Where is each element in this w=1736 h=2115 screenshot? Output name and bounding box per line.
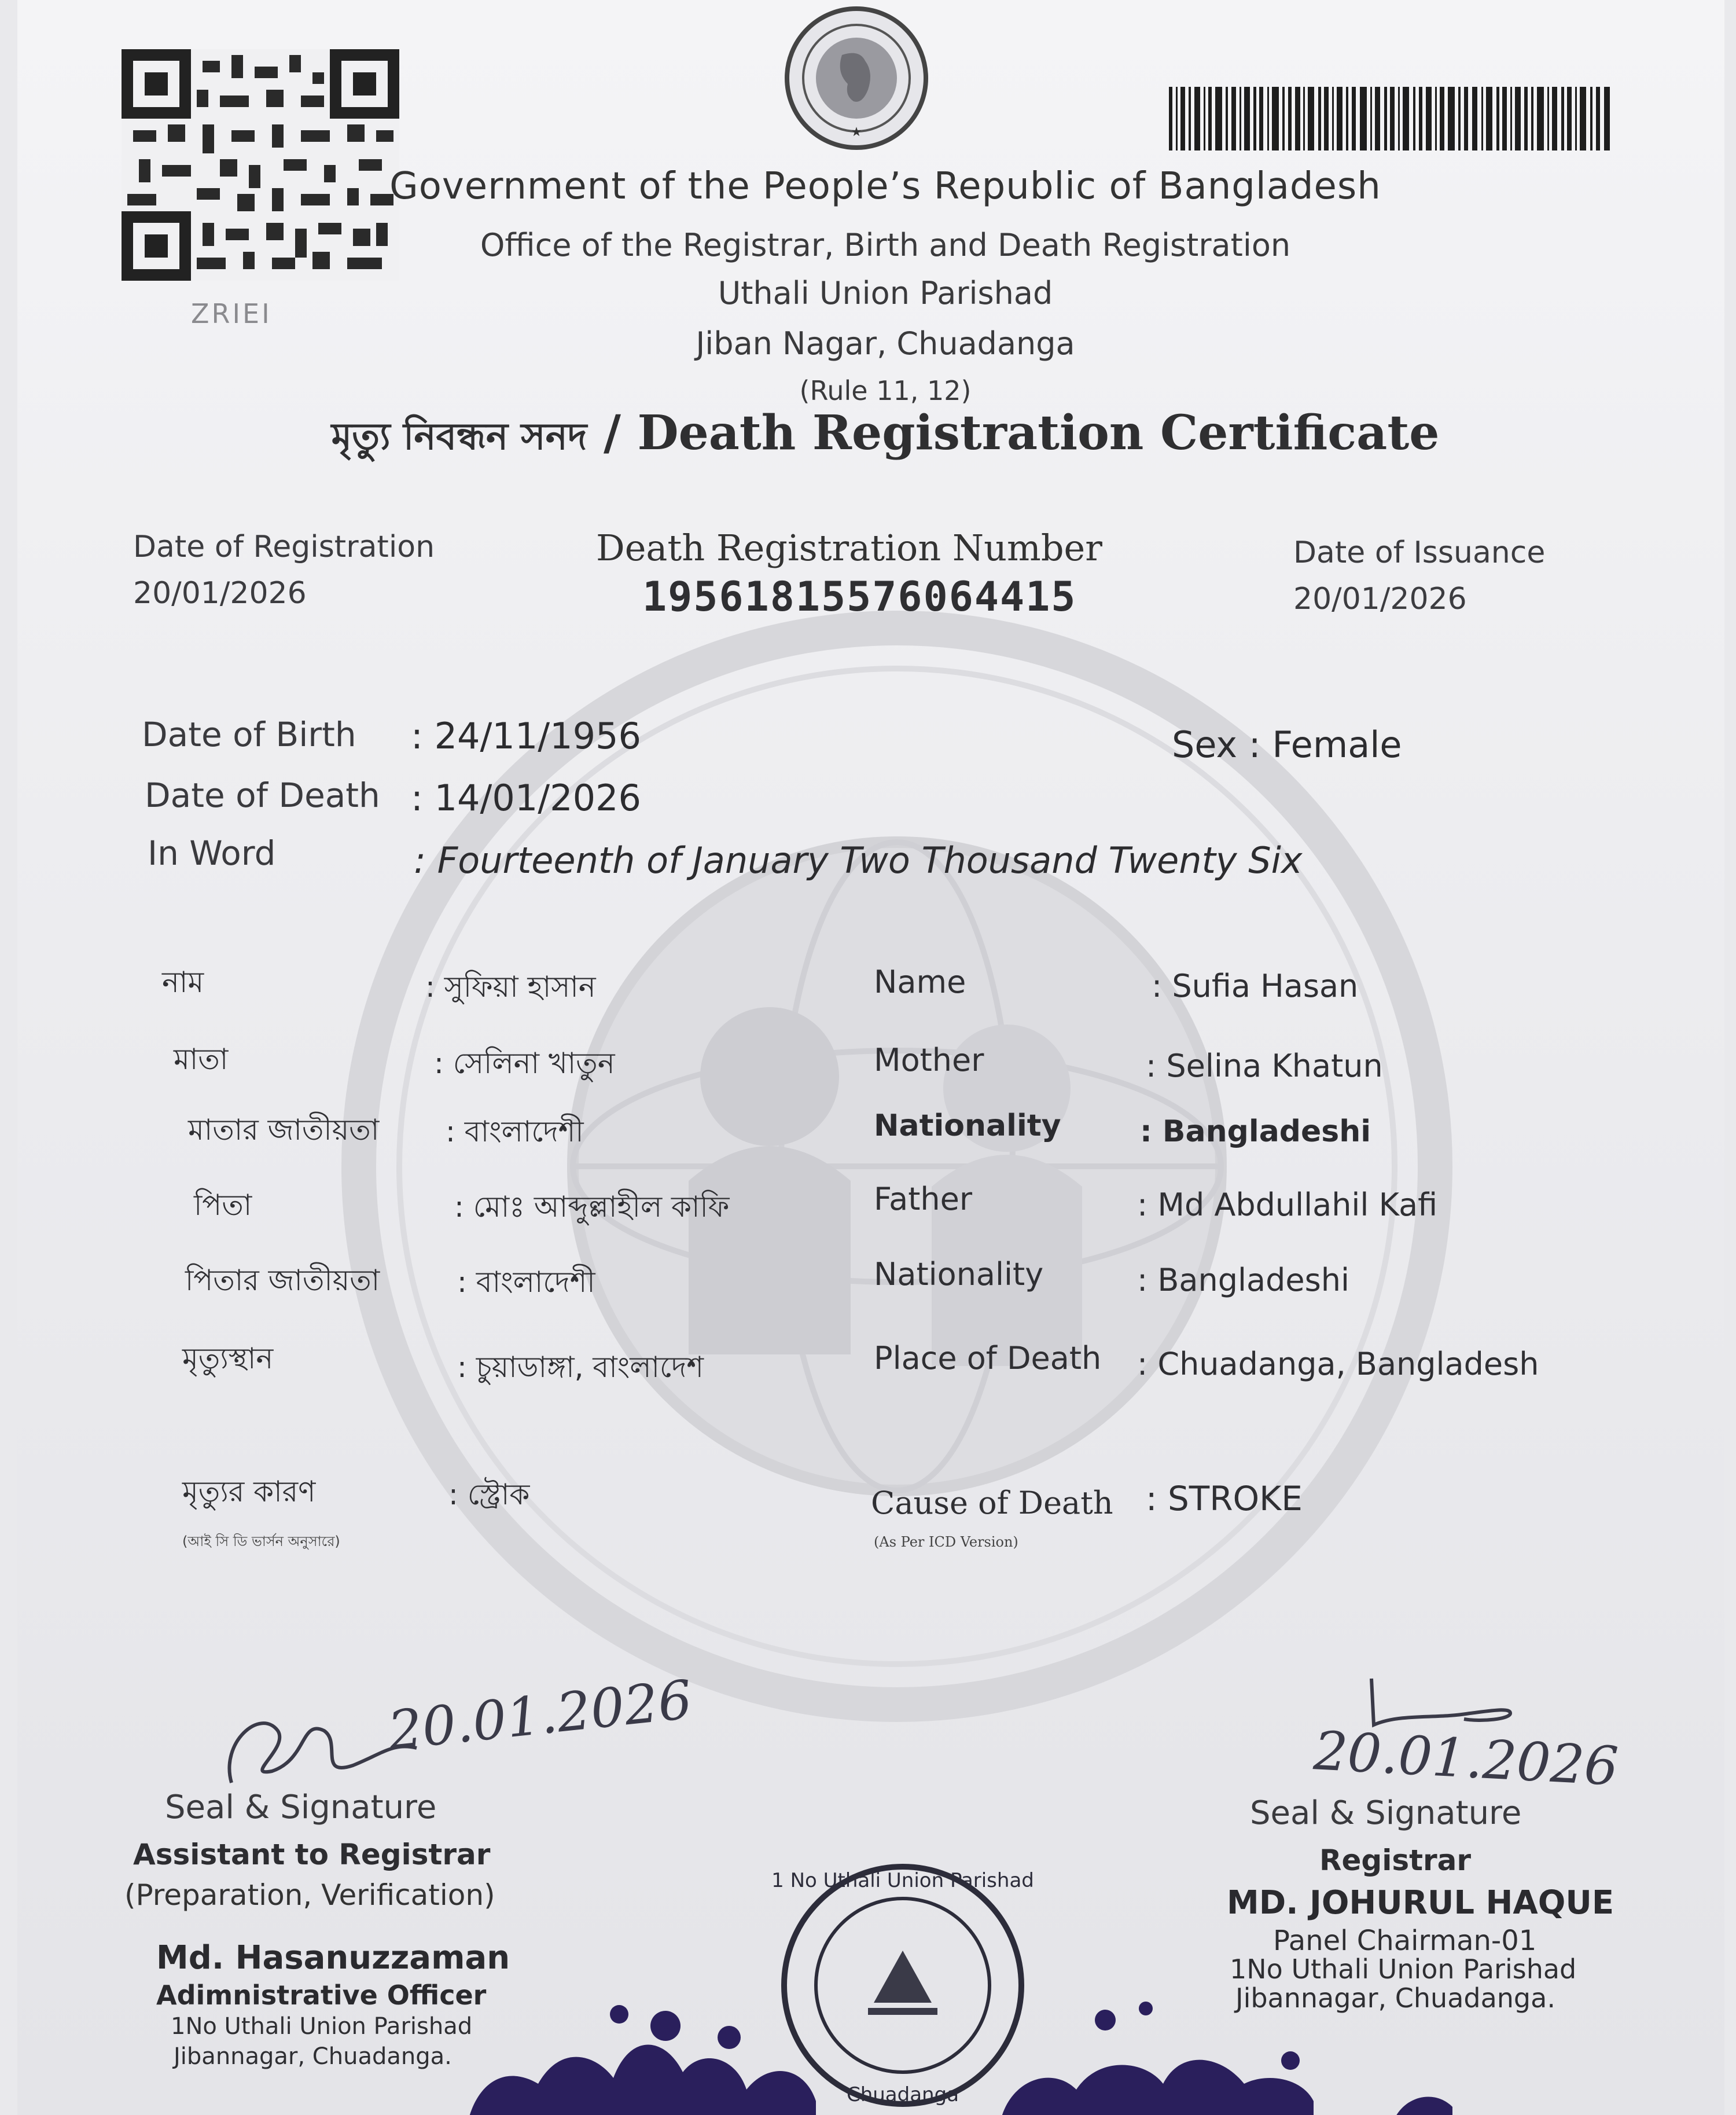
- mother-nationality-bn-label: মাতার জাতীয়তা: [188, 1113, 380, 1147]
- right-officer-name: MD. JOHURUL HAQUE: [1227, 1884, 1614, 1922]
- cause-of-death-bn-value: : স্ট্রোক: [448, 1478, 530, 1511]
- right-officer-place: Jibannagar, Chuadanga.: [1235, 1982, 1555, 2014]
- mother-nationality-en-value: : Bangladeshi: [1140, 1114, 1371, 1149]
- right-handwritten-date: 20.01.2026: [1312, 1720, 1620, 1798]
- left-officer-org: 1No Uthali Union Parishad: [171, 2013, 473, 2040]
- left-officer-place: Jibannagar, Chuadanga.: [174, 2043, 452, 2070]
- left-officer-name: Md. Hasanuzzaman: [156, 1939, 510, 1977]
- cause-of-death-bn-label: মৃত্যুর কারণ: [182, 1475, 316, 1508]
- title-separator: /: [587, 405, 638, 461]
- cause-of-death-en-value: : STROKE: [1146, 1479, 1303, 1518]
- registration-number-value: 19561815576064415: [642, 573, 1077, 620]
- union-parishad-seal-icon: [770, 1852, 1036, 2115]
- death-date-label: Date of Death: [145, 776, 380, 815]
- cause-of-death-en-label: Cause of Death: [871, 1485, 1113, 1521]
- right-seal-label: Seal & Signature: [1250, 1794, 1522, 1832]
- sex-value: Sex : Female: [1172, 724, 1402, 766]
- place-of-death-en-label: Place of Death: [874, 1340, 1102, 1376]
- father-en-value: : Md Abdullahil Kafi: [1137, 1187, 1438, 1223]
- name-en-value: : Sufia Hasan: [1152, 968, 1359, 1004]
- qr-caption: ZRIEI: [191, 298, 272, 329]
- mother-en-value: : Selina Khatun: [1146, 1048, 1383, 1084]
- certificate-sheet: [17, 0, 1724, 2115]
- seal-text: 1 No Uthali Union Parishad: [771, 1869, 1034, 1892]
- father-nationality-bn-value: : বাংলাদেশী: [457, 1265, 595, 1299]
- mother-bn-value: : সেলিনা খাতুন: [434, 1047, 615, 1080]
- right-role: Registrar: [1319, 1844, 1472, 1877]
- father-bn-label: পিতা: [194, 1188, 252, 1222]
- left-officer-title: Adimnistrative Officer: [156, 1980, 487, 2011]
- svg-text:★: ★: [851, 125, 862, 139]
- barcode-icon: [1169, 87, 1614, 150]
- title-bangla: মৃত্যু নিবন্ধন সনদ: [331, 416, 587, 458]
- in-word-value: : Fourteenth of January Two Thousand Twenty Six: [414, 839, 1303, 882]
- government-heading: Government of the People’s Republic of Bangladesh: [389, 165, 1381, 208]
- registration-date-label: Date of Registration: [133, 530, 435, 564]
- birth-date-label: Date of Birth: [142, 715, 356, 754]
- issuance-date-label: Date of Issuance: [1293, 535, 1546, 570]
- cause-note-en: (As Per ICD Version): [874, 1534, 1018, 1550]
- in-word-label: In Word: [148, 833, 276, 873]
- mother-nationality-bn-value: : বাংলাদেশী: [446, 1115, 584, 1148]
- name-bn-value: : সুফিয়া হাসান: [425, 970, 596, 1004]
- watermark-emblem: [318, 602, 1476, 1731]
- cause-note-bn: (আই সি ডি ভার্সন অনুসারে): [182, 1533, 340, 1549]
- mother-bn-label: মাতা: [174, 1042, 229, 1076]
- registration-number-label: Death Registration Number: [596, 527, 1102, 569]
- place-of-death-bn-label: মৃত্যুস্থান: [182, 1342, 274, 1375]
- union-heading: Uthali Union Parishad: [718, 275, 1053, 311]
- father-nationality-en-value: : Bangladeshi: [1137, 1262, 1349, 1298]
- issuance-date-value: 20/01/2026: [1293, 582, 1467, 616]
- place-of-death-en-value: : Chuadanga, Bangladesh: [1137, 1346, 1539, 1382]
- father-nationality-bn-label: পিতার জাতীয়তা: [185, 1264, 380, 1297]
- seal-place: Chuadanga: [846, 2083, 959, 2106]
- location-heading: Jiban Nagar, Chuadanga: [696, 325, 1075, 362]
- birth-date-value: : 24/11/1956: [411, 715, 641, 757]
- left-role-note: (Preparation, Verification): [124, 1878, 495, 1912]
- father-en-label: Father: [874, 1181, 973, 1217]
- left-role: Assistant to Registrar: [133, 1838, 491, 1871]
- father-bn-value: : মোঃ আব্দুল্লাহীল কাফি: [454, 1190, 730, 1224]
- mother-en-label: Mother: [874, 1042, 984, 1078]
- left-handwritten-date: 20.01.2026: [385, 1668, 695, 1762]
- father-nationality-en-label: Nationality: [874, 1256, 1044, 1292]
- title-english: Death Registration Certificate: [637, 405, 1440, 461]
- right-officer-org: 1No Uthali Union Parishad: [1230, 1954, 1577, 1985]
- rule-reference: (Rule 11, 12): [799, 375, 972, 406]
- name-en-label: Name: [874, 964, 966, 1000]
- mother-nationality-en-label: Nationality: [874, 1108, 1061, 1143]
- place-of-death-bn-value: : চুয়াডাঙ্গা, বাংলাদেশ: [457, 1350, 704, 1384]
- name-bn-label: নাম: [162, 965, 204, 999]
- left-seal-label: Seal & Signature: [165, 1789, 437, 1826]
- certificate-title: [17, 405, 1724, 471]
- office-heading: Office of the Registrar, Birth and Death Registration: [480, 227, 1291, 263]
- registration-date-value: 20/01/2026: [133, 576, 307, 611]
- death-date-value: : 14/01/2026: [411, 777, 641, 819]
- right-officer-title: Panel Chairman-01: [1273, 1925, 1537, 1957]
- government-emblem-icon: [749, 3, 963, 153]
